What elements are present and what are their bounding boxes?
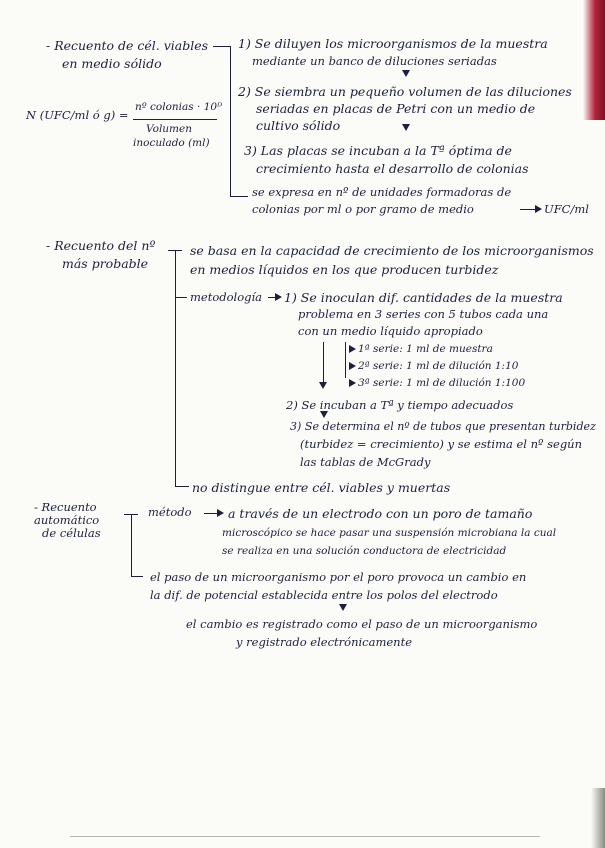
- arrow-right-icon: [349, 379, 356, 387]
- section-title: - Recuento del nº: [46, 238, 156, 253]
- step-text: mediante un banco de diluciones seriadas: [252, 54, 497, 68]
- page-edge-shadow: [583, 0, 605, 120]
- arrow-right-icon: [349, 362, 356, 370]
- method-text: con un medio líquido apropiado: [298, 324, 483, 338]
- arrow-right-icon: [217, 509, 224, 517]
- result-text: colonias por ml o por gramo de medio: [252, 202, 474, 216]
- page-edge-shadow-bottom: [591, 788, 605, 848]
- note-text: no distingue entre cél. viables y muertas: [192, 480, 451, 495]
- arrow-line: [204, 513, 218, 514]
- bracket-bottom: [175, 486, 189, 487]
- register-text: el cambio es registrado como el paso de un microorganismo: [186, 617, 538, 631]
- section-title: más probable: [62, 256, 149, 271]
- formula-denominator: Volumen: [146, 123, 192, 135]
- basis-text: se basa en la capacidad de crecimiento de los microorganismos: [190, 243, 594, 258]
- series-bracket: [345, 342, 346, 378]
- pass-text: la dif. de potencial establecida entre los polos del electrodo: [150, 588, 498, 602]
- method-text: problema en 3 series con 5 tubos cada una: [298, 307, 549, 321]
- formula-denominator: inoculado (ml): [133, 137, 210, 149]
- arrow-down-icon: [319, 382, 327, 389]
- bracket-top: [213, 46, 231, 47]
- arrow-right-icon: [535, 205, 542, 213]
- bracket-bottom: [131, 576, 143, 577]
- step-text: 3) Las placas se incuban a la Tª óptima de: [244, 143, 512, 158]
- method-text: (turbidez = crecimiento) y se estima el nº según: [300, 437, 582, 451]
- series-item: 2ª serie: 1 ml de dilución 1:10: [358, 360, 519, 372]
- basis-text: en medios líquidos en los que producen turbidez: [190, 262, 499, 277]
- step-text: crecimiento hasta el desarrollo de colonias: [256, 161, 529, 176]
- arrow-line: [520, 209, 536, 210]
- method-label: método: [148, 505, 192, 519]
- method-text: 1) Se inoculan dif. cantidades de la muestra: [284, 290, 563, 305]
- arrow-down-icon: [339, 604, 347, 611]
- section-title: - Recuento de cél. viables: [46, 38, 209, 53]
- section-title: - Recuento: [34, 500, 97, 514]
- pass-text: el paso de un microorganismo por el poro provoca un cambio en: [150, 570, 527, 584]
- step-text: 2) Se siembra un pequeño volumen de las diluciones: [238, 84, 572, 99]
- bracket-branch: [175, 297, 187, 298]
- arrow-down-icon: [402, 70, 410, 77]
- arrow-down-icon: [402, 124, 410, 131]
- method-text: 3) Se determina el nº de tubos que presentan turbidez: [290, 420, 596, 433]
- series-item: 3ª serie: 1 ml de dilución 1:100: [358, 377, 526, 389]
- bracket-bottom: [230, 196, 248, 197]
- method-text: 2) Se incuban a Tª y tiempo adecuados: [286, 398, 514, 412]
- fraction-bar: [133, 119, 217, 120]
- section-title: en medio sólido: [62, 56, 162, 71]
- page-bottom-line: [70, 836, 540, 837]
- result-unit: UFC/ml: [544, 202, 589, 216]
- series-item: 1ª serie: 1 ml de muestra: [358, 343, 493, 355]
- method-label: metodología: [190, 290, 263, 304]
- arrow-right-icon: [349, 345, 356, 353]
- formula-lhs: N (UFC/ml ó g) =: [26, 108, 129, 122]
- section-title: de células: [42, 526, 101, 540]
- bracket-spine: [230, 46, 231, 196]
- register-text: y registrado electrónicamente: [236, 635, 413, 649]
- method-text: se realiza en una solución conductora de electricidad: [222, 545, 507, 557]
- arrow-right-icon: [275, 293, 282, 301]
- section-title: automático: [34, 513, 100, 527]
- step-text: seriadas en placas de Petri con un medio de: [256, 101, 536, 116]
- method-text: las tablas de McGrady: [300, 455, 431, 469]
- arrow-line: [323, 342, 324, 384]
- method-text: microscópico se hace pasar una suspensión microbiana la cual: [222, 527, 557, 539]
- method-text: a través de un electrodo con un poro de tamaño: [228, 506, 533, 521]
- formula-numerator: nº colonias · 10ᴰ: [135, 101, 223, 113]
- result-text: se expresa en nº de unidades formadoras de: [252, 185, 512, 199]
- bracket-spine: [175, 250, 176, 486]
- bracket-spine: [131, 514, 132, 576]
- arrow-down-icon: [320, 411, 328, 418]
- step-text: 1) Se diluyen los microorganismos de la muestra: [238, 36, 548, 51]
- step-text: cultivo sólido: [256, 118, 341, 133]
